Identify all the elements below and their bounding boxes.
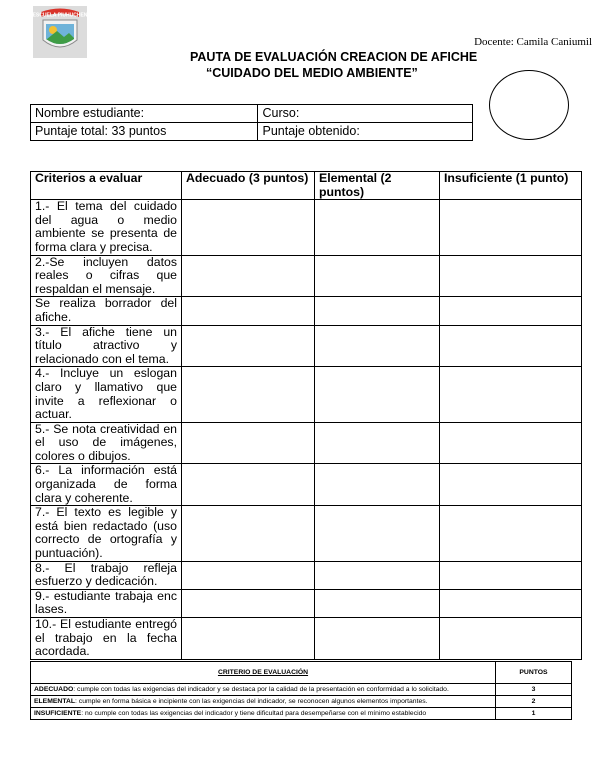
course-field[interactable]: Curso: bbox=[258, 105, 473, 123]
score-cell[interactable] bbox=[440, 200, 582, 255]
rubric-table bbox=[30, 171, 582, 660]
table-row bbox=[31, 464, 582, 506]
score-cell[interactable] bbox=[182, 255, 315, 297]
score-cell[interactable] bbox=[182, 561, 315, 589]
legend-description bbox=[31, 696, 496, 708]
criterion-text: Se realiza borrador del afiche. bbox=[31, 297, 182, 325]
school-logo-icon bbox=[33, 6, 87, 58]
score-cell[interactable] bbox=[182, 589, 315, 617]
score-cell[interactable] bbox=[440, 561, 582, 589]
evaluation-criteria-legend bbox=[30, 661, 572, 720]
table-row bbox=[31, 589, 582, 617]
legend-level-label: ELEMENTAL bbox=[34, 698, 76, 705]
legend-level-text: : cumple en forma básica e incipiente con las exigencias del indicador, se reconocen algunos elementos importantes. bbox=[75, 698, 428, 705]
criterion-text: 1.- El tema del cuidado del agua o medio ambiente se presenta de forma clara y precisa. bbox=[31, 200, 182, 255]
student-info-table bbox=[30, 104, 473, 141]
legend-level-label: INSUFICIENTE bbox=[34, 710, 82, 717]
legend-level-label: ADECUADO bbox=[34, 686, 74, 693]
score-cell[interactable] bbox=[440, 297, 582, 325]
table-row bbox=[31, 105, 473, 123]
score-cell[interactable] bbox=[440, 506, 582, 561]
score-cell[interactable] bbox=[182, 422, 315, 464]
legend-points: 2 bbox=[496, 696, 572, 708]
legend-points: 1 bbox=[496, 708, 572, 720]
score-cell[interactable] bbox=[315, 297, 440, 325]
legend-description bbox=[31, 708, 496, 720]
table-row bbox=[31, 367, 582, 422]
obtained-score-field[interactable]: Puntaje obtenido: bbox=[258, 123, 473, 141]
table-row bbox=[31, 696, 572, 708]
score-cell[interactable] bbox=[315, 561, 440, 589]
criterion-text: 8.- El trabajo refleja esfuerzo y dedicación. bbox=[31, 561, 182, 589]
criterion-text: 3.- El afiche tiene un título atractivo y relacionado con el tema. bbox=[31, 325, 182, 367]
legend-level-text: : no cumple con todas las exigencias del indicador y tiene dificultad para desempeñarse con el mínimo establecido bbox=[81, 710, 427, 717]
score-cell[interactable] bbox=[182, 325, 315, 367]
criterion-text: 7.- El texto es legible y está bien redactado (uso correcto de ortografía y puntuación). bbox=[31, 506, 182, 561]
teacher-name: Docente: Camila Caniumil bbox=[474, 36, 592, 48]
criterion-text: 6.- La información está organizada de forma clara y coherente. bbox=[31, 464, 182, 506]
table-row bbox=[31, 297, 582, 325]
score-cell[interactable] bbox=[440, 325, 582, 367]
criterion-text: 5.- Se nota creatividad en el uso de imágenes, colores o dibujos. bbox=[31, 422, 182, 464]
score-cell[interactable] bbox=[315, 255, 440, 297]
table-row bbox=[31, 684, 572, 696]
column-header-criteria: Criterios a evaluar bbox=[31, 172, 182, 200]
table-row bbox=[31, 618, 582, 660]
total-score-label: Puntaje total: 33 puntos bbox=[31, 123, 258, 141]
table-row bbox=[31, 506, 582, 561]
page-subtitle: “CUIDADO DEL MEDIO AMBIENTE” bbox=[206, 66, 418, 80]
score-cell[interactable] bbox=[440, 618, 582, 660]
table-header-row bbox=[31, 662, 572, 684]
legend-level-text: : cumple con todas las exigencias del indicador y se destaca por la calidad de la presentación en conformidad a lo solicitado. bbox=[73, 686, 449, 693]
score-cell[interactable] bbox=[182, 297, 315, 325]
table-row bbox=[31, 561, 582, 589]
score-cell[interactable] bbox=[440, 464, 582, 506]
score-cell[interactable] bbox=[440, 422, 582, 464]
score-cell[interactable] bbox=[182, 464, 315, 506]
table-row bbox=[31, 123, 473, 141]
legend-description bbox=[31, 684, 496, 696]
criterion-text: 9.- estudiante trabaja enc lases. bbox=[31, 589, 182, 617]
score-cell[interactable] bbox=[315, 506, 440, 561]
score-cell[interactable] bbox=[315, 464, 440, 506]
school-logo bbox=[33, 6, 87, 58]
criterion-text: 10.- El estudiante entregó el trabajo en la fecha acordada. bbox=[31, 618, 182, 660]
table-row bbox=[31, 708, 572, 720]
legend-header-criteria: CRITERIO DE EVALUACIÓN bbox=[31, 662, 496, 684]
legend-header-points: PUNTOS bbox=[496, 662, 572, 684]
table-row bbox=[31, 200, 582, 255]
criterion-text: 2.-Se incluyen datos reales o cifras que respaldan el mensaje. bbox=[31, 255, 182, 297]
score-cell[interactable] bbox=[182, 200, 315, 255]
logo-caption: ESCUELA PIUHUCHEN bbox=[33, 12, 87, 19]
column-header-insuficiente: Insuficiente (1 punto) bbox=[440, 172, 582, 200]
criterion-text: 4.- Incluye un eslogan claro y llamativo que invite a reflexionar o actuar. bbox=[31, 367, 182, 422]
score-cell[interactable] bbox=[315, 589, 440, 617]
table-row bbox=[31, 325, 582, 367]
student-name-field[interactable]: Nombre estudiante: bbox=[31, 105, 258, 123]
score-cell[interactable] bbox=[182, 618, 315, 660]
page-title: PAUTA DE EVALUACIÓN CREACION DE AFICHE bbox=[190, 50, 478, 64]
score-cell[interactable] bbox=[440, 589, 582, 617]
table-row bbox=[31, 255, 582, 297]
score-cell[interactable] bbox=[315, 422, 440, 464]
score-cell[interactable] bbox=[440, 367, 582, 422]
table-row bbox=[31, 422, 582, 464]
legend-points: 3 bbox=[496, 684, 572, 696]
score-cell[interactable] bbox=[440, 255, 582, 297]
column-header-adecuado: Adecuado (3 puntos) bbox=[182, 172, 315, 200]
score-cell[interactable] bbox=[315, 367, 440, 422]
score-cell[interactable] bbox=[182, 506, 315, 561]
score-circle bbox=[489, 70, 569, 140]
column-header-elemental: Elemental (2 puntos) bbox=[315, 172, 440, 200]
score-cell[interactable] bbox=[315, 325, 440, 367]
table-header-row bbox=[31, 172, 582, 200]
score-cell[interactable] bbox=[315, 200, 440, 255]
score-cell[interactable] bbox=[315, 618, 440, 660]
score-cell[interactable] bbox=[182, 367, 315, 422]
